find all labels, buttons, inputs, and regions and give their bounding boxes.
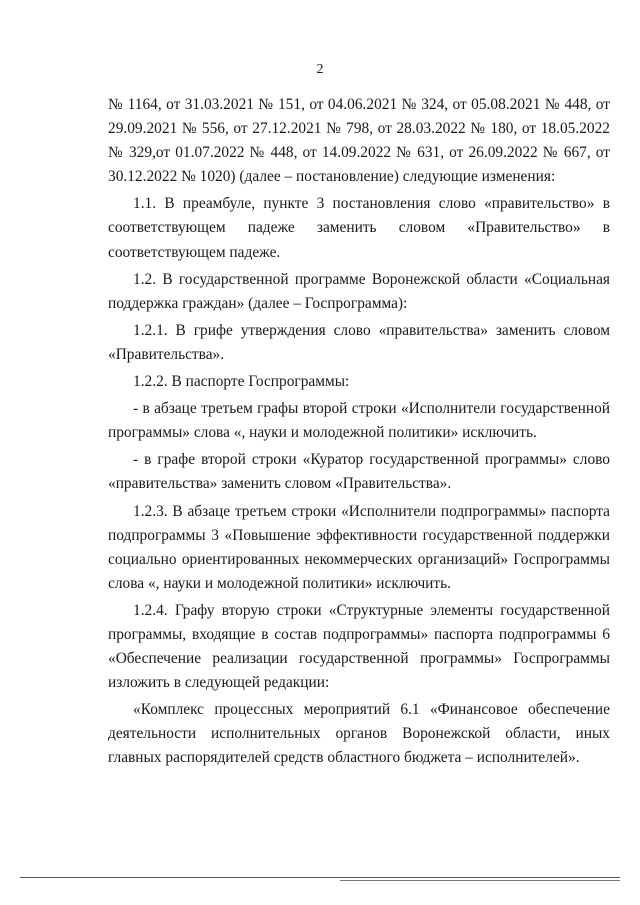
footer-rule [20,877,620,878]
page-number: 2 [316,62,324,77]
paragraph-continuation: № 1164, от 31.03.2021 № 151, от 04.06.2021 № 324, от 05.08.2021 № 448, от 29.09.2021 № 556, от 27.12.2021 № 798, от 28.03.2022 № 180, от 18.05.2022 № 329,от 01.07.2022 № 448, от 14.09.2022 № 631, от 26.09.2022 № 667, от 30.12.2022 № 1020) (далее – постановление) следующие изменения: [108,96,610,186]
paragraph-1-2-1: 1.2.1. В грифе утверждения слово «правительства» заменить словом «Правительства». [108,321,610,363]
paragraph-1-2: 1.2. В государственной программе Воронежской области «Социальная поддержка граждан» (далее – Госпрограмма): [108,270,610,312]
document-body [108,93,610,771]
footer-rule-secondary [340,880,620,881]
paragraph-1-1: 1.1. В преамбуле, пункте 3 постановления слово «правительство» в соответствующем падеже заменить словом «Правительство» в соответствующем падеже. [108,195,610,261]
paragraph-1-2-3: 1.2.3. В абзаце третьем строки «Исполнители подпрограммы» паспорта подпрограммы 3 «Повышение эффективности государственной поддержки социально ориентированных некоммерческих организаций» Госпрограммы слова «, науки и молодежной политики» исключить. [108,502,610,592]
paragraph-quoted-text: «Комплекс процессных мероприятий 6.1 «Финансовое обеспечение деятельности исполнительных органов Воронежской области, иных главных распорядителей средств областного бюджета – исполнителей». [108,701,610,767]
paragraph-1-2-2-item-2: - в графе второй строки «Куратор государственной программы» слово «правительства» заменить словом «Правительства». [108,451,610,493]
paragraph-1-2-2: 1.2.2. В паспорте Госпрограммы: [133,373,350,391]
paragraph-1-2-2-item-1: - в абзаце третьем графы второй строки «Исполнители государственной программы» слова «, науки и молодежной политики» исключить. [108,400,610,442]
paragraph-1-2-4: 1.2.4. Графу вторую строки «Структурные элементы государственной программы, входящие в состав подпрограммы» паспорта подпрограммы 6 «Обеспечение реализации государственной программы» Госпрограммы изложить в следующей редакции: [108,601,610,692]
